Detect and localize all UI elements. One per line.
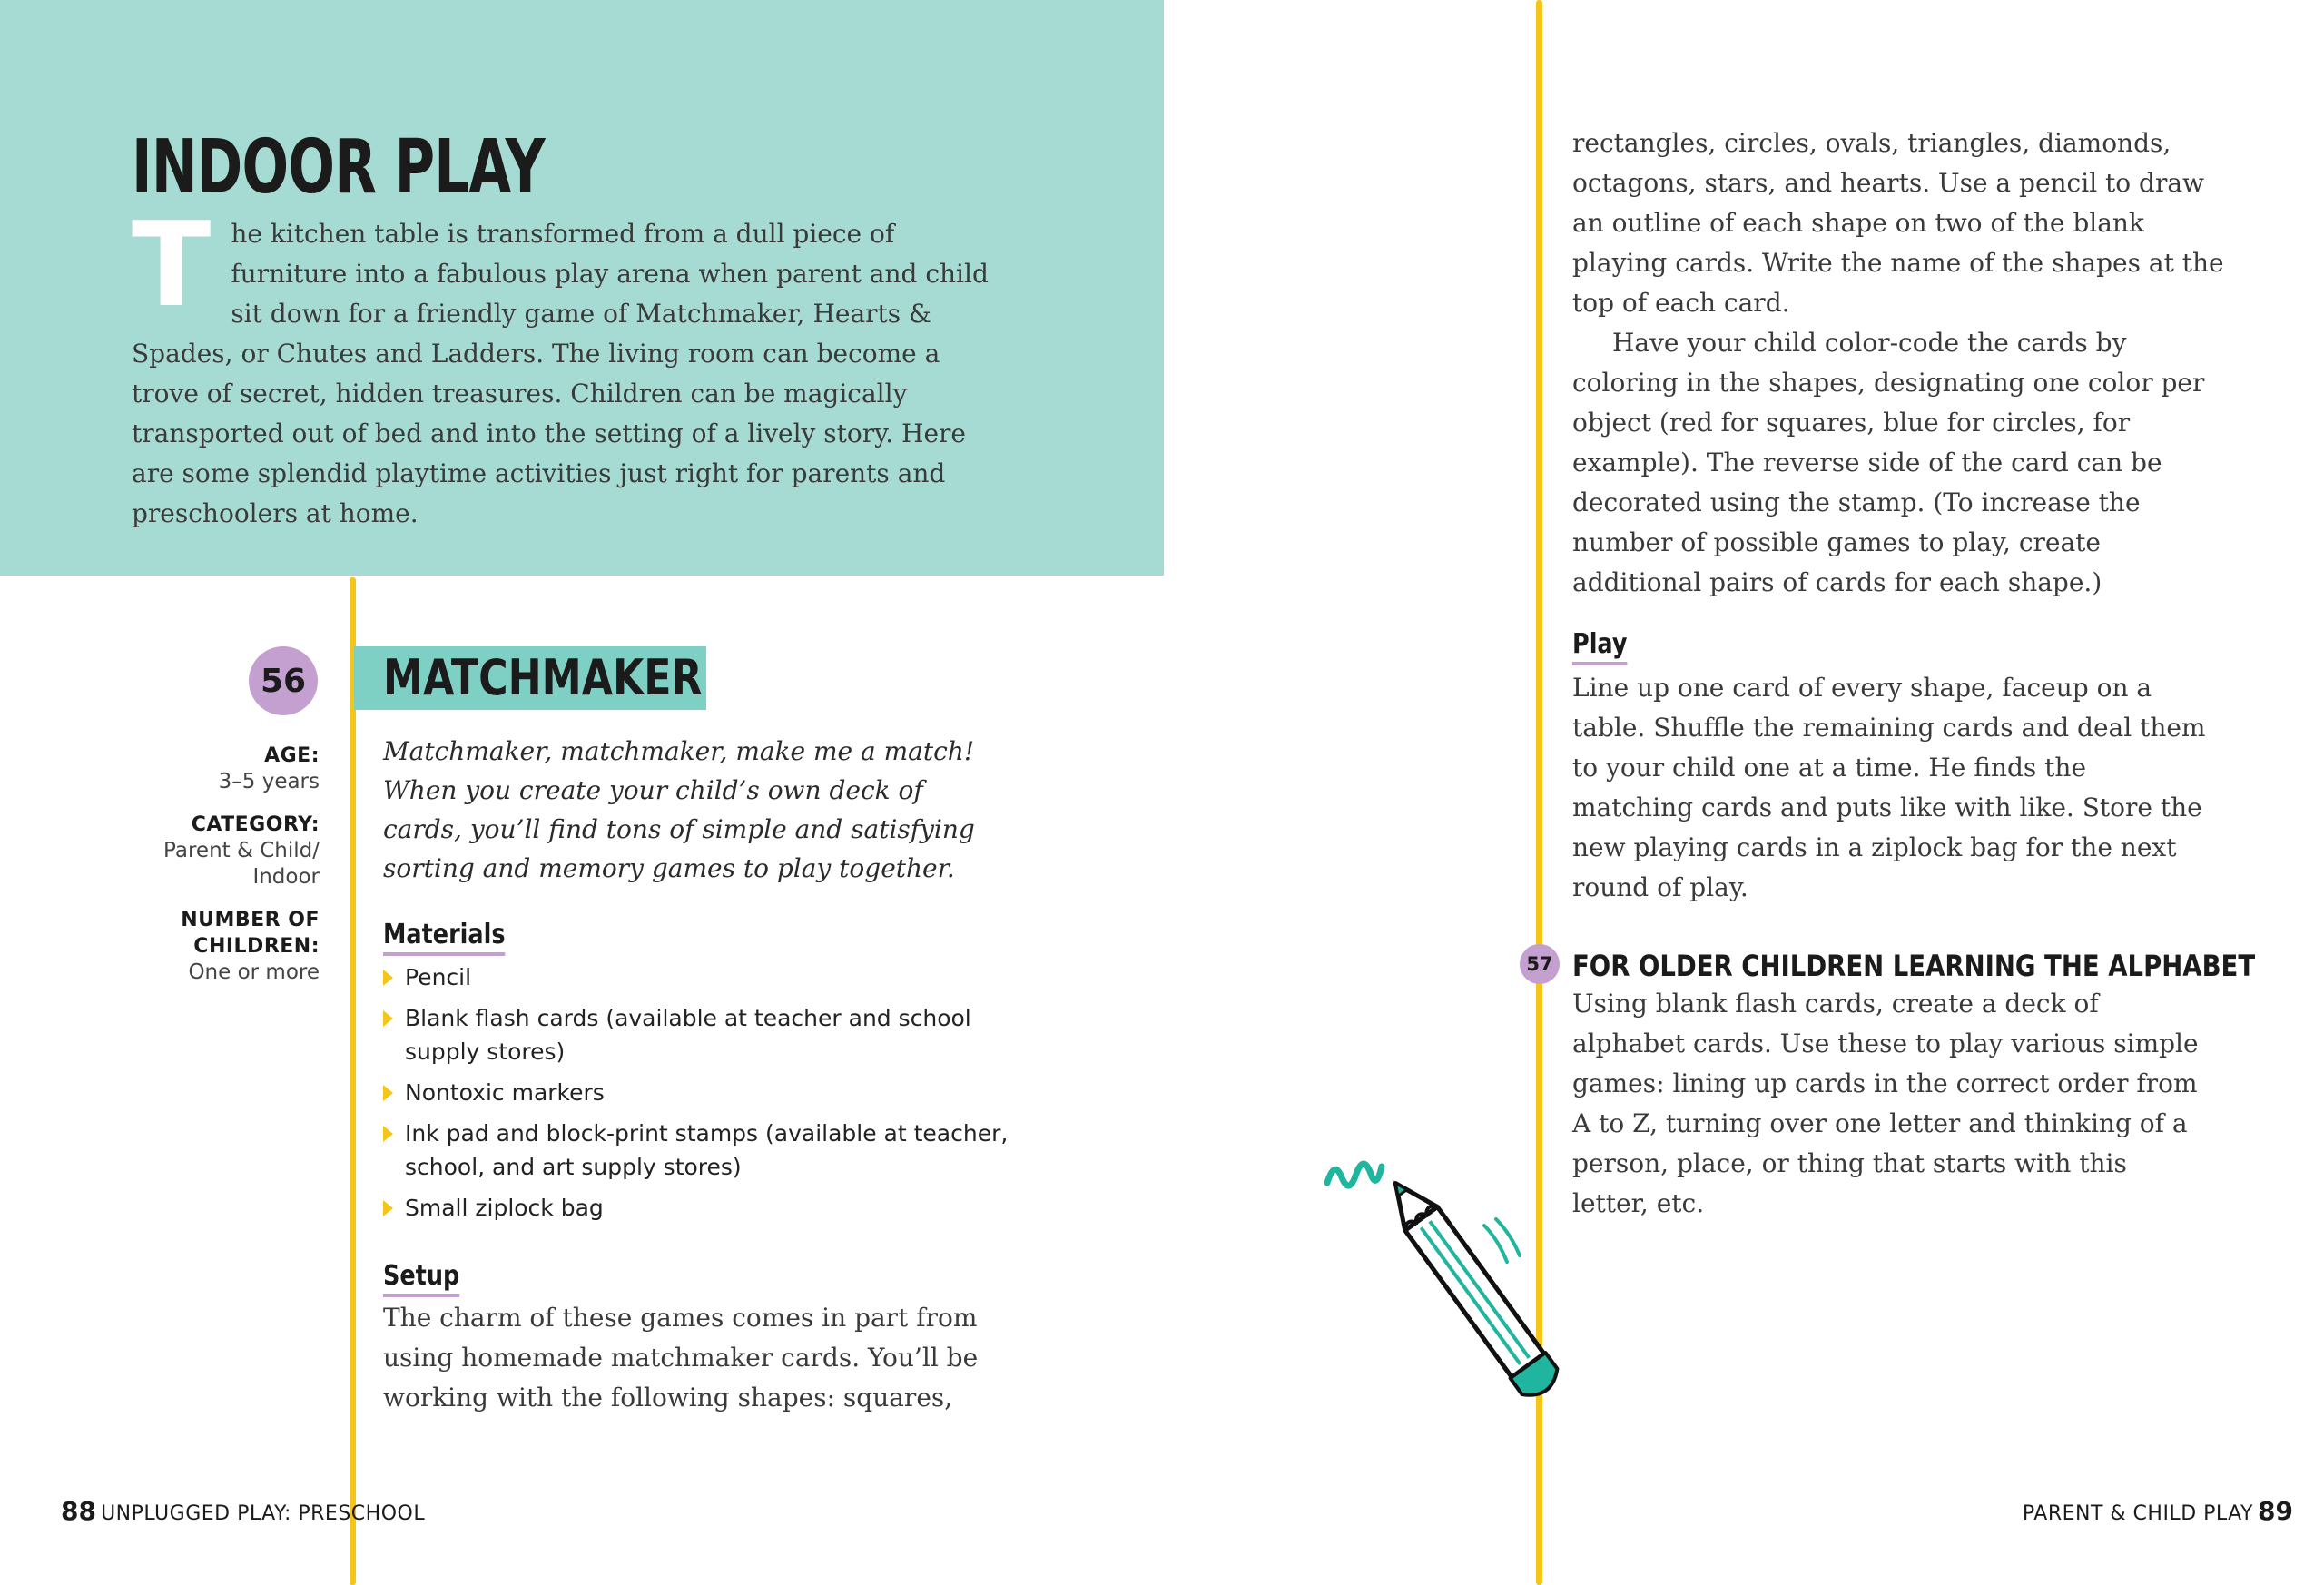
page-number: 88 <box>61 1496 96 1526</box>
activity-title: MATCHMAKER <box>383 649 703 706</box>
setup-text: The charm of these games comes in part from using homemade matchmaker cards. You’ll be working with the following shapes: squares, <box>383 1303 979 1413</box>
children-label-line2: CHILDREN: <box>193 935 320 958</box>
list-item: Nontoxic markers <box>383 1076 1037 1109</box>
bullet-arrow-icon <box>383 1200 393 1216</box>
activity-meta <box>11 743 320 986</box>
setup-heading: Setup <box>383 1260 459 1297</box>
children-value: One or more <box>188 960 320 984</box>
running-head: PARENT & CHILD PLAY <box>2022 1502 2253 1525</box>
activity-number-badge: 56 <box>249 646 318 715</box>
play-text: Line up one card of every shape, faceup on a table. Shuffle the remaining cards and deal them to your child one at a time. He finds the matching cards and puts like with like. Store the new playing cards in a ziplock bag for the next round of play. <box>1572 673 2206 902</box>
running-head: UNPLUGGED PLAY: PRESCHOOL <box>101 1502 426 1525</box>
materials-list <box>383 960 1037 1232</box>
list-item: Pencil <box>383 960 1037 994</box>
pencil-icon <box>1316 1139 1589 1412</box>
setup-continued-para2: Have your child color-code the cards by coloring in the shapes, designating one color per object (red for squares, blue for circles, for example). The reverse side of the card can be decorated using the stamp. (To increase the number of possible games to play, create additional pairs of cards for each shape.) <box>1572 328 2205 597</box>
right-folio <box>2023 1496 2293 1526</box>
activity-lead: Matchmaker, matchmaker, make me a match! When you create your child’s own deck of cards, you’ll find tons of simple and satisfying sorting and memory games to play together. <box>383 736 975 883</box>
motion-mark <box>1484 1226 1507 1262</box>
page-number: 89 <box>2258 1496 2293 1526</box>
age-value: 3–5 years <box>218 770 320 793</box>
list-item: Ink pad and block-print stamps (available at teacher, school, and art supply stores) <box>383 1117 1037 1184</box>
activity-text: Using blank flash cards, create a deck of alphabet cards. Use these to play various simple games: lining up cards in the correct order from A to Z, turning over one letter and thinking of a person, place, or thing that starts with this letter, etc. <box>1572 989 2199 1218</box>
left-yellow-rule <box>350 577 356 1585</box>
drop-cap: T <box>132 198 212 333</box>
children-label-line1: NUMBER OF <box>181 909 320 931</box>
materials-heading: Materials <box>383 919 506 956</box>
left-folio <box>61 1496 425 1526</box>
bullet-arrow-icon <box>383 1010 393 1027</box>
chapter-intro <box>132 198 994 534</box>
category-value-line2: Indoor <box>252 865 320 889</box>
bullet-arrow-icon <box>383 1085 393 1101</box>
pencil-body <box>1378 1170 1564 1403</box>
bullet-arrow-icon <box>383 1126 393 1142</box>
activity-number-badge: 57 <box>1520 944 1560 984</box>
category-label: CATEGORY: <box>191 813 320 836</box>
intro-text: he kitchen table is transformed from a dull piece of furniture into a fabulous play arena when parent and child sit down for a friendly game of Matchmaker, Hearts & Spades, or Chutes and Ladders. The living room can become a trove of secret, hidden treasures. Children can be magically transported out of bed and into the setting of a lively story. Here are some splendid playtime activities just right for parents and preschoolers at home. <box>132 219 989 528</box>
list-item: Small ziplock bag <box>383 1191 1037 1225</box>
activity-title: FOR OLDER CHILDREN LEARNING THE ALPHABET <box>1572 949 2256 983</box>
list-item: Blank flash cards (available at teacher and school supply stores) <box>383 1001 1037 1068</box>
setup-continued-para1: rectangles, circles, ovals, triangles, diamonds, octagons, stars, and hearts. Use a pencil to draw an outline of each shape on two of the blank playing cards. Write the name of the shapes at the top of each card. <box>1572 128 2224 318</box>
bullet-arrow-icon <box>383 970 393 986</box>
play-heading: Play <box>1572 628 1627 665</box>
age-label: AGE: <box>264 744 320 767</box>
setup-continued-text <box>1572 123 2226 603</box>
squiggle-mark <box>1327 1164 1382 1186</box>
chapter-title: INDOOR PLAY <box>132 124 545 211</box>
category-value-line1: Parent & Child/ <box>163 839 320 862</box>
